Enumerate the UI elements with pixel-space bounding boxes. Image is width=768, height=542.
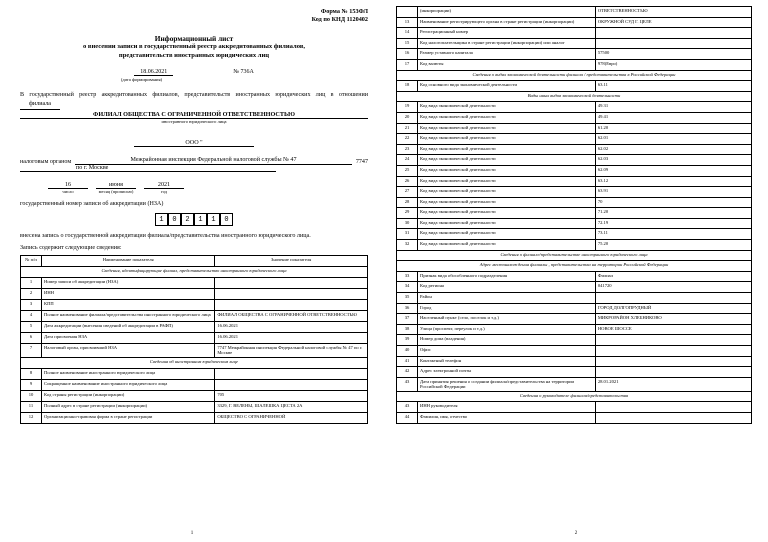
nza-digit: 1 (207, 213, 220, 226)
row-value: МИКРОРАЙОН ХЛЕБНИКОВО (595, 314, 751, 325)
table-row (397, 49, 752, 60)
table-row (397, 165, 752, 176)
col-header-num: № п/п (21, 255, 42, 266)
row-value: 62.02 (595, 144, 751, 155)
table-row (397, 208, 752, 219)
row-number: 15 (397, 38, 418, 49)
row-number: 37 (397, 314, 418, 325)
section-subrow (397, 261, 752, 272)
date-month: июня (96, 182, 136, 189)
main-table-left (20, 255, 368, 424)
page-number: 2 (574, 531, 578, 536)
row-label: Адрес электронной почты (418, 367, 596, 378)
row-label: ИНН (42, 288, 215, 299)
intro-entity-type: филиала (20, 100, 60, 110)
table-row (397, 17, 752, 28)
row-value: 16.06.2021 (215, 332, 368, 343)
row-number: 34 (397, 282, 418, 293)
row-number: 24 (397, 155, 418, 166)
form-header (20, 8, 368, 24)
row-label: Организационно-правовая форма в стране регистрации (42, 412, 215, 423)
col-header-value: Значение показателя (215, 255, 368, 266)
table-row (397, 102, 752, 113)
nza-boxes (20, 213, 368, 226)
section-row (397, 391, 752, 402)
date-year-caption: год (160, 189, 168, 195)
row-label: Код вида экономической деятельности (418, 176, 596, 187)
row-value: 16.06.2021 (215, 321, 368, 332)
table-row (397, 402, 752, 413)
row-value: 61.20 (595, 123, 751, 134)
row-label: Улица (проспект, переулок и т.д.) (418, 324, 596, 335)
table-row (21, 412, 368, 423)
table-row (397, 324, 752, 335)
row-number: 27 (397, 187, 418, 198)
row-value: 62.01 (595, 134, 751, 145)
row-number: 41 (397, 356, 418, 367)
row-number: 10 (21, 390, 42, 401)
row-number: 21 (397, 123, 418, 134)
page-title: Информационный лист (154, 33, 234, 43)
row-number: 43 (397, 402, 418, 413)
row-number: 7 (21, 343, 42, 357)
row-label: Размер уставного капитала (418, 49, 596, 60)
row-value (215, 299, 368, 310)
row-number: 11 (21, 401, 42, 412)
table-row (397, 303, 752, 314)
row-value (215, 368, 368, 379)
date-year: 2021 (144, 182, 184, 189)
accreditation-date-row (20, 182, 368, 189)
row-number: 32 (397, 240, 418, 251)
table-row (397, 218, 752, 229)
row-label: Код вида экономической деятельности (418, 165, 596, 176)
table-row (21, 332, 368, 343)
row-value: 73.11 (595, 229, 751, 240)
row-label: Код налогоплательщика в стране регистрации (инкорпорации) или аналог (418, 38, 596, 49)
form-label: Форма № 153ФЛ (320, 8, 368, 15)
row-label: Признак вида обособленного подразделения (418, 271, 596, 282)
row-number: 30 (397, 218, 418, 229)
row-value: 63.12 (595, 176, 751, 187)
row-value: ОКРУЖНОЙ СУД Г. ЦЕЛЕ (595, 17, 751, 28)
table-row (397, 293, 752, 304)
nza-digit: 2 (181, 213, 194, 226)
date-month-caption: месяц (прописью) (98, 189, 134, 195)
knd-label: Код по КНД 1120402 (311, 15, 368, 23)
section-label: Сведения, идентифицирующие филиал, представительство иностранного юридического лица (21, 266, 368, 277)
row-label: Офис (418, 346, 596, 357)
section-row (21, 266, 368, 277)
section-row (21, 357, 368, 368)
row-value: ОБЩЕСТВО С ОГРАНИЧЕННОЙ (215, 412, 368, 423)
table-row (21, 390, 368, 401)
row-number: 29 (397, 208, 418, 219)
row-label: Код вида экономической деятельности (418, 123, 596, 134)
row-label: Код вида экономической деятельности (418, 208, 596, 219)
row-value: 7747 Межрайонная инспекция Федеральной налоговой службы № 47 по г. Москве (215, 343, 368, 357)
col-header-name: Наименование показателя (42, 255, 215, 266)
row-label: ИНН руководителя (418, 402, 596, 413)
row-label: Код валюты (418, 59, 596, 70)
row-value: 62.09 (595, 165, 751, 176)
table-row (21, 401, 368, 412)
table-row (397, 59, 752, 70)
table-row (397, 155, 752, 166)
row-number: 31 (397, 229, 418, 240)
page-subtitle-2: представительств иностранных юридических лиц (118, 51, 270, 59)
row-label: Номер дома (владения) (418, 335, 596, 346)
row-number: 18 (397, 81, 418, 92)
row-number: 3 (21, 299, 42, 310)
row-value (215, 277, 368, 288)
date-day-caption: число (62, 189, 74, 195)
row-number: 14 (397, 28, 418, 39)
row-value (215, 379, 368, 390)
table-row (397, 240, 752, 251)
row-value: 3329, Г. ВЕЛЕНЫ, ШАЛЕШКА ЦЕСТА 2А (215, 401, 368, 412)
row-number: 20 (397, 112, 418, 123)
row-label: КПП (42, 299, 215, 310)
row-label: Код вида экономической деятельности (418, 218, 596, 229)
row-label: Регистрационный номер (418, 28, 596, 39)
table-row (21, 321, 368, 332)
row-label: Код основного вида экономической деятельности (418, 81, 596, 92)
section-row (397, 91, 752, 102)
section-label: Виды иных видов экономической деятельности (397, 91, 752, 102)
date-captions (20, 189, 368, 194)
row-value: 28.01.2021 (595, 377, 751, 391)
row-label: Полный адрес в стране регистрации (инкорпорации) (42, 401, 215, 412)
foreign-entity-name: ООО " (134, 140, 254, 147)
row-value (595, 356, 751, 367)
row-number: 33 (397, 271, 418, 282)
row-label: Налоговый орган, присвоивший НЗА (42, 343, 215, 357)
table-header-row (21, 255, 368, 266)
row-label: (инкорпорации) (418, 7, 596, 18)
table-row (397, 144, 752, 155)
row-value: Филиал (595, 271, 751, 282)
row-label: Код вида экономической деятельности (418, 240, 596, 251)
entity-name: ФИЛИАЛ ОБЩЕСТВА С ОГРАНИЧЕННОЙ ОТВЕТСТВЕННОСТЬЮ (20, 111, 368, 119)
row-value: 041720 (595, 282, 751, 293)
row-value: 71.20 (595, 208, 751, 219)
table-row (397, 412, 752, 423)
tax-authority-row (20, 157, 368, 165)
row-value: НОВОЕ ШОССЕ (595, 324, 751, 335)
row-value (215, 288, 368, 299)
row-label: Дата аккредитации (внесения сведений об аккредитации в РАФП) (42, 321, 215, 332)
row-value (595, 293, 751, 304)
table-row (397, 335, 752, 346)
table-row (397, 356, 752, 367)
row-label: Код вида экономической деятельности (418, 144, 596, 155)
row-value (595, 335, 751, 346)
row-label: Код вида экономической деятельности (418, 112, 596, 123)
row-value: 63.11 (595, 81, 751, 92)
row-number: 26 (397, 176, 418, 187)
page-right (384, 0, 768, 542)
table-row (21, 368, 368, 379)
row-value: 49.41 (595, 112, 751, 123)
nza-digit: 1 (155, 213, 168, 226)
table-row (397, 367, 752, 378)
doc-date: 18.06.2021 (134, 69, 173, 76)
row-value: 63.91 (595, 187, 751, 198)
row-label: Код вида экономической деятельности (418, 134, 596, 145)
row-label: Код вида экономической деятельности (418, 155, 596, 166)
row-number: 12 (21, 412, 42, 423)
row-label: Район (418, 293, 596, 304)
row-value (595, 367, 751, 378)
tax-authority-name: Межрайонная инспекция Федеральной налоговой службы № 47 (75, 157, 352, 165)
row-number: 17 (397, 59, 418, 70)
row-number: 44 (397, 412, 418, 423)
row-number: 5 (21, 321, 42, 332)
row-number: 39 (397, 335, 418, 346)
table-row (21, 379, 368, 390)
table-row (21, 277, 368, 288)
table-row (397, 229, 752, 240)
row-label: Код вида экономической деятельности (418, 229, 596, 240)
section-row (397, 250, 752, 261)
section-label: Сведения о видах экономической деятельности филиала / представительства в Российской Федерации (397, 70, 752, 81)
row-number: 23 (397, 144, 418, 155)
nza-digit: 1 (194, 213, 207, 226)
row-value: 705 (215, 390, 368, 401)
row-label: Номер записи об аккредитации (НЗА) (42, 277, 215, 288)
row-label: Код региона (418, 282, 596, 293)
row-number: 22 (397, 134, 418, 145)
row-number: 40 (397, 346, 418, 357)
row-number: 43 (397, 377, 418, 391)
nza-digit: 0 (220, 213, 233, 226)
row-number: 8 (21, 368, 42, 379)
row-number: 36 (397, 303, 418, 314)
record-text: внесена запись о государственной аккредитации филиала/представительства иностранного юридического лица. (20, 233, 311, 240)
row-value (595, 346, 751, 357)
row-value: 49.31 (595, 102, 751, 113)
section-label: Сведения о руководителе филиала/представительства (397, 391, 752, 402)
row-value (595, 412, 751, 423)
record-contains: Запись содержит следующие сведения: (20, 244, 122, 251)
nza-digit: 0 (168, 213, 181, 226)
row-value (595, 38, 751, 49)
row-label: Населенный пункт (село, поселок и т.д.) (418, 314, 596, 325)
row-value: 62.03 (595, 155, 751, 166)
row-number: 13 (397, 17, 418, 28)
row-value (595, 28, 751, 39)
doc-number: № 736А (233, 69, 254, 76)
date-caption: (дата формирования) (120, 77, 163, 83)
table-row (397, 38, 752, 49)
table-row (397, 187, 752, 198)
row-value: ОТВЕТСТВЕННОСТЬЮ (595, 7, 751, 18)
row-number: 35 (397, 293, 418, 304)
row-number: 19 (397, 102, 418, 113)
row-value: 57500 (595, 49, 751, 60)
table-row (397, 112, 752, 123)
nza-label: государственный номер записи об аккредитации (НЗА) (20, 201, 164, 208)
section-sublabel: Адрес местонахождения филиалы , представительства на территории Российской Федерации (397, 261, 752, 272)
row-number: 42 (397, 367, 418, 378)
table-row (397, 123, 752, 134)
table-row (397, 314, 752, 325)
row-label: Фамилия, имя, отчество (418, 412, 596, 423)
row-label: Код вида экономической деятельности (418, 197, 596, 208)
row-label: Полное наименование иностранного юридического лица (42, 368, 215, 379)
page-subtitle-1: о внесении записи в государственный реестр аккредитованных филиалов, (82, 43, 306, 51)
table-row (397, 134, 752, 145)
table-row (397, 81, 752, 92)
row-label: Полное наименование филиала/представительства иностранного юридического лица (42, 310, 215, 321)
row-number: 2 (21, 288, 42, 299)
section-label: Сведения о филиале/представительстве иностранного юридического лица (397, 250, 752, 261)
row-value: 75.20 (595, 240, 751, 251)
row-number: 16 (397, 49, 418, 60)
table-row (397, 176, 752, 187)
entity-name-caption: иностранного юридического лица (161, 119, 227, 125)
row-label: Код страны регистрации (инкорпорации) (42, 390, 215, 401)
main-table-right (396, 6, 752, 424)
table-row (397, 377, 752, 391)
row-number: 6 (21, 332, 42, 343)
intro-paragraph (20, 91, 368, 110)
row-label: Код вида экономической деятельности (418, 102, 596, 113)
tax-authority-label: налоговым органом (20, 159, 72, 166)
row-label: Контактный телефон (418, 356, 596, 367)
row-label: Дата принятия решения о создании филиала/представительства на территории Российской Федерации (418, 377, 596, 391)
row-label: Сокращенное наименование иностранного юридического лица (42, 379, 215, 390)
row-number (397, 7, 418, 18)
row-value (595, 402, 751, 413)
row-value: 70 (595, 197, 751, 208)
doc-dateline (20, 69, 368, 76)
page-number: 1 (190, 531, 194, 536)
row-value: ГОРОД ДОЛГОПРУДНЫЙ (595, 303, 751, 314)
table-row (397, 271, 752, 282)
table-row (21, 299, 368, 310)
row-value: ФИЛИАЛ ОБЩЕСТВА С ОГРАНИЧЕННОЙ ОТВЕТСТВЕННОСТЬЮ (215, 310, 368, 321)
tax-authority-name-2: по г. Москве (20, 165, 276, 172)
section-label: Сведения об иностранном юридическом лице (21, 357, 368, 368)
section-row (397, 70, 752, 81)
row-number: 28 (397, 197, 418, 208)
table-row (21, 343, 368, 357)
row-value: 978(Евро) (595, 59, 751, 70)
table-row (397, 282, 752, 293)
row-number: 1 (21, 277, 42, 288)
row-number: 4 (21, 310, 42, 321)
table-row (21, 288, 368, 299)
row-number: 9 (21, 379, 42, 390)
row-value: 72.19 (595, 218, 751, 229)
row-label: Город (418, 303, 596, 314)
row-label: Код вида экономической деятельности (418, 187, 596, 198)
row-label: Наименование регистрирующего органа в стране регистрации (инкорпорации) (418, 17, 596, 28)
tax-authority-code: 7747 (355, 159, 368, 166)
table-row (397, 7, 752, 18)
table-row (397, 28, 752, 39)
row-number: 25 (397, 165, 418, 176)
date-day: 16 (48, 182, 88, 189)
row-label: Дата присвоения НЗА (42, 332, 215, 343)
table-row (397, 346, 752, 357)
table-row (397, 197, 752, 208)
table-row (21, 310, 368, 321)
intro-text: В государственный реестр аккредитованных филиалов, представительств иностранных юридических лиц в отношении (20, 92, 368, 99)
row-number: 38 (397, 324, 418, 335)
